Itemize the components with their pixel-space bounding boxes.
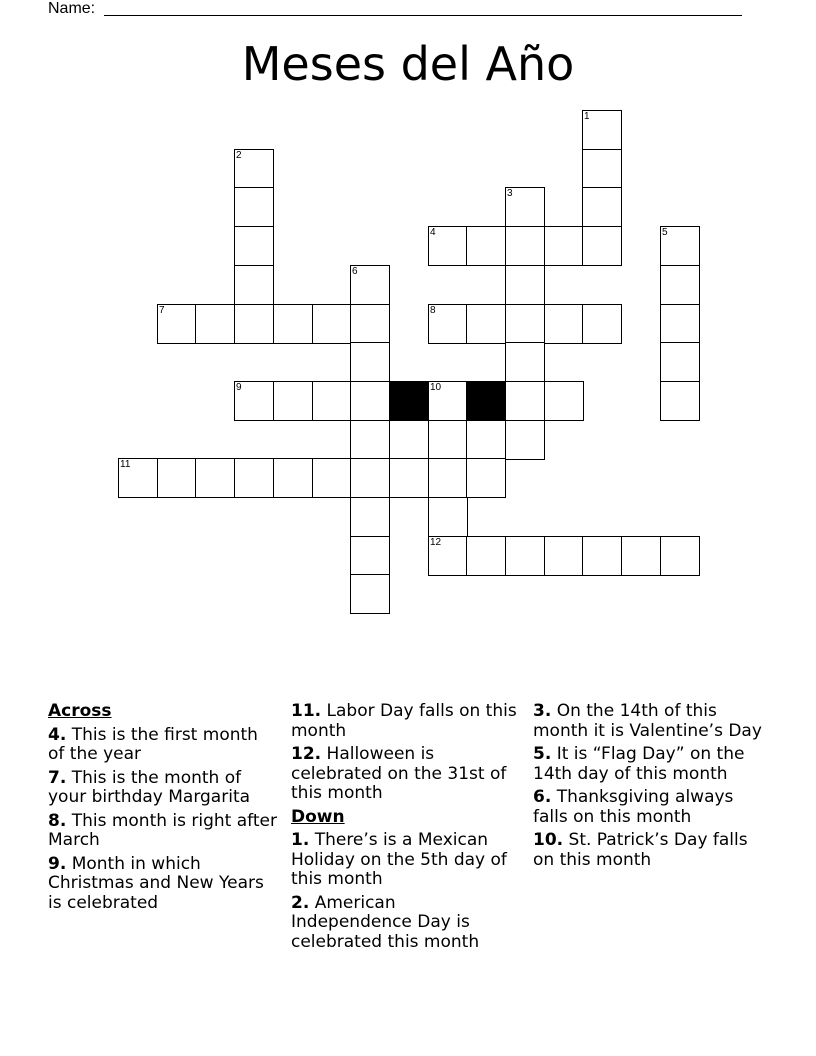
clue-down-3: [533, 702, 763, 741]
clue-down-2: [291, 894, 521, 953]
clue-number: 4.: [48, 724, 67, 745]
crossword-cell[interactable]: [544, 536, 584, 576]
crossword-cell[interactable]: [505, 226, 545, 266]
clue-number: 1.: [291, 830, 310, 850]
crossword-black-cell: [466, 381, 506, 421]
clue-text: On the 14th of this month it is Valentine’s Day: [533, 701, 762, 741]
crossword-cell[interactable]: [660, 381, 700, 421]
clue-text: Thanksgiving always falls on this month: [533, 787, 734, 827]
clue-number: 12.: [291, 744, 322, 764]
crossword-cell[interactable]: [389, 458, 429, 498]
crossword-cell[interactable]: [621, 536, 661, 576]
crossword-cell[interactable]: [312, 458, 352, 498]
clue-text: Month in which Christmas and New Years is celebrated: [48, 853, 264, 913]
crossword-cell[interactable]: [582, 187, 622, 227]
clue-column-2: [291, 702, 521, 956]
crossword-cell[interactable]: [195, 304, 235, 344]
down-heading: Down: [291, 806, 345, 827]
clue-number: 2.: [291, 892, 310, 913]
crossword-cell[interactable]: [157, 458, 197, 498]
crossword-cell[interactable]: [505, 187, 545, 227]
crossword-cell[interactable]: [350, 342, 390, 382]
clue-number-label: 6: [352, 266, 358, 277]
clue-number: 10.: [533, 830, 564, 850]
crossword-cell[interactable]: [195, 458, 235, 498]
crossword-cell[interactable]: [350, 497, 390, 537]
clue-number-label: 9: [236, 382, 242, 393]
clue-number: 9.: [48, 853, 67, 874]
clue-number-label: 11: [120, 459, 131, 470]
crossword-cell[interactable]: [234, 265, 274, 305]
crossword-cell[interactable]: [544, 226, 584, 266]
crossword-cell[interactable]: [273, 381, 313, 421]
crossword-cell[interactable]: [234, 304, 274, 344]
crossword-cell[interactable]: [660, 536, 700, 576]
crossword-cell[interactable]: [505, 381, 545, 421]
crossword-cell[interactable]: [312, 304, 352, 344]
clue-number-label: 5: [662, 227, 668, 238]
crossword-black-cell: [389, 381, 429, 421]
crossword-cell[interactable]: [428, 304, 468, 344]
crossword-cell[interactable]: [466, 420, 506, 460]
crossword-cell[interactable]: [660, 304, 700, 344]
crossword-cell[interactable]: [428, 497, 468, 537]
clue-number-label: 12: [430, 537, 442, 548]
clue-across-4: [48, 726, 278, 765]
crossword-cell[interactable]: [350, 574, 390, 614]
crossword-cell[interactable]: [505, 304, 545, 344]
crossword-cell[interactable]: [505, 342, 545, 382]
clue-text: St. Patrick’s Day falls on this month: [533, 830, 748, 870]
crossword-cell[interactable]: [234, 381, 274, 421]
crossword-cell[interactable]: [350, 304, 390, 344]
crossword-cell[interactable]: [273, 458, 313, 498]
page-title: Meses del Año: [241, 37, 575, 91]
crossword-cell[interactable]: [660, 226, 700, 266]
clue-across-12: [291, 745, 521, 804]
clue-text: This is the first month of the year: [48, 724, 258, 764]
clue-number: 6.: [533, 787, 552, 807]
crossword-cell[interactable]: [234, 226, 274, 266]
clue-down-10: [533, 831, 763, 870]
clue-text: Labor Day falls on this month: [291, 701, 517, 741]
crossword-cell[interactable]: [234, 458, 274, 498]
clue-text: It is “Flag Day” on the 14th day of this month: [533, 744, 745, 784]
crossword-cell[interactable]: [428, 458, 468, 498]
clue-number-label: 2: [236, 150, 242, 161]
crossword-cell[interactable]: [582, 226, 622, 266]
crossword-cell[interactable]: [428, 536, 468, 576]
clue-number-label: 10: [430, 382, 442, 393]
crossword-cell[interactable]: [466, 458, 506, 498]
clue-across-7: [48, 769, 278, 808]
crossword-cell[interactable]: [505, 420, 545, 460]
clue-text: This month is right after March: [48, 810, 277, 850]
crossword-cell[interactable]: [234, 149, 274, 189]
clue-down-5: [533, 745, 763, 784]
crossword-cell[interactable]: [660, 342, 700, 382]
clue-number: 11.: [291, 701, 322, 721]
clue-number: 5.: [533, 744, 552, 764]
clue-column-1: [48, 702, 278, 917]
crossword-cell[interactable]: [428, 381, 468, 421]
crossword-cell[interactable]: [273, 304, 313, 344]
crossword-cell[interactable]: [544, 304, 584, 344]
clue-down-1: [291, 831, 521, 890]
crossword-cell[interactable]: [582, 110, 622, 150]
crossword-cell[interactable]: [350, 265, 390, 305]
crossword-cell[interactable]: [157, 304, 197, 344]
crossword-cell[interactable]: [350, 381, 390, 421]
clue-number-label: 7: [159, 305, 165, 316]
clue-column-3: [533, 702, 763, 874]
crossword-cell[interactable]: [505, 536, 545, 576]
name-label: Name:: [48, 0, 96, 17]
crossword-cell[interactable]: [350, 536, 390, 576]
crossword-cell[interactable]: [582, 149, 622, 189]
clue-across-11: [291, 702, 521, 741]
clue-number: 3.: [533, 701, 552, 721]
crossword-cell[interactable]: [660, 265, 700, 305]
crossword-cell[interactable]: [466, 536, 506, 576]
crossword-cell[interactable]: [582, 536, 622, 576]
across-heading: Across: [48, 701, 112, 721]
crossword-cell[interactable]: [118, 458, 158, 498]
crossword-cell[interactable]: [428, 226, 468, 266]
clue-text: American Independence Day is celebrated this month: [291, 892, 480, 952]
clue-number-label: 8: [430, 305, 436, 316]
crossword-cell[interactable]: [466, 304, 506, 344]
clue-number: 7.: [48, 767, 67, 788]
crossword-cell[interactable]: [505, 265, 545, 305]
clue-text: Halloween is celebrated on the 31st of this month: [291, 744, 507, 803]
clue-across-9: [48, 855, 278, 914]
clue-across-8: [48, 812, 278, 851]
crossword-cell[interactable]: [428, 420, 468, 460]
crossword-cell[interactable]: [544, 381, 584, 421]
crossword-cell[interactable]: [312, 381, 352, 421]
crossword-cell[interactable]: [234, 187, 274, 227]
crossword-cell[interactable]: [389, 420, 429, 460]
clue-number: 8.: [48, 810, 67, 831]
crossword-cell[interactable]: [350, 420, 390, 460]
crossword-cell[interactable]: [582, 304, 622, 344]
crossword-cell[interactable]: [350, 458, 390, 498]
crossword-cell[interactable]: [466, 226, 506, 266]
clue-number-label: 3: [507, 188, 513, 199]
clue-text: There’s is a Mexican Holiday on the 5th day of this month: [291, 830, 507, 889]
clue-down-6: [533, 788, 763, 827]
clue-number-label: 1: [584, 111, 590, 122]
clue-text: This is the month of your birthday Margarita: [48, 767, 251, 807]
clue-number-label: 4: [430, 227, 436, 238]
